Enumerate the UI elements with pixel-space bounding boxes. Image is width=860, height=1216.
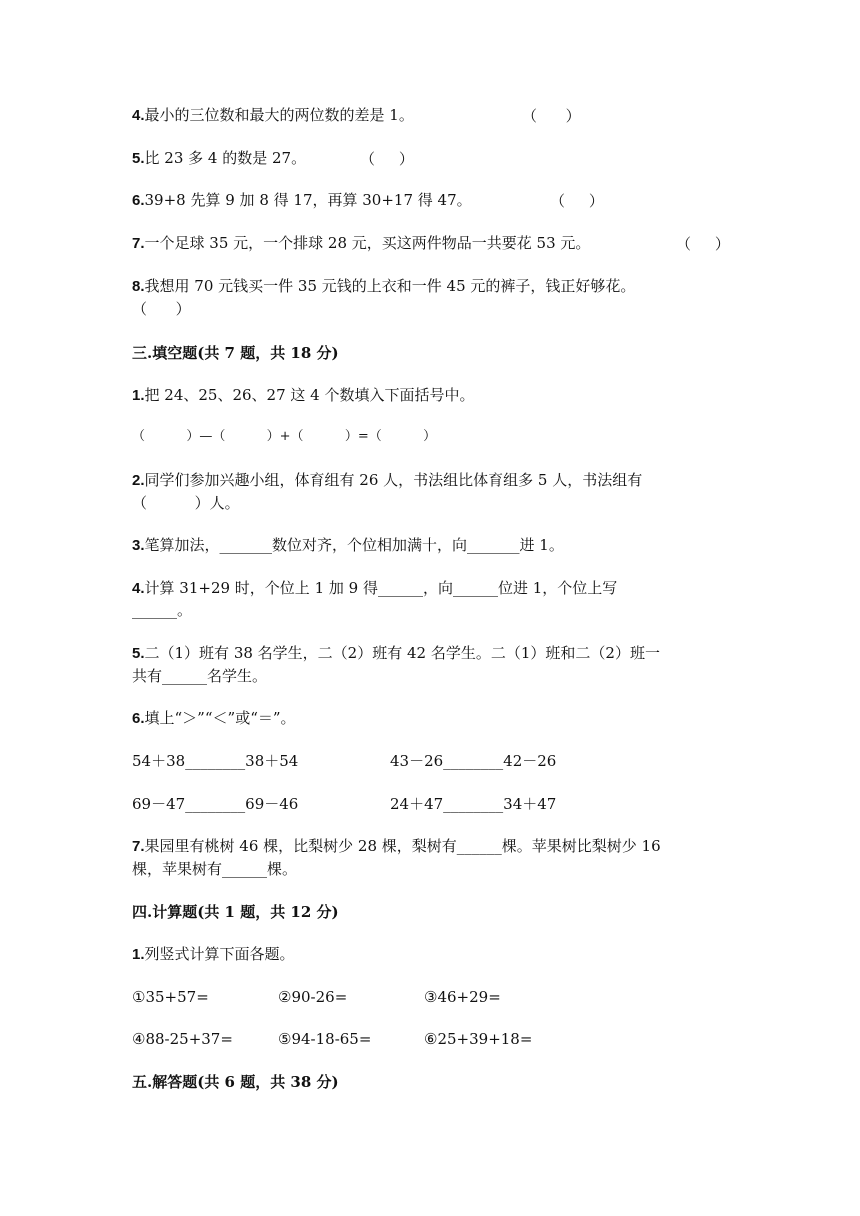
- question-number: 7.: [132, 235, 145, 252]
- fill-question-7: [132, 836, 661, 857]
- question-number: 4.: [132, 580, 145, 597]
- compare-item[interactable]: 69－47________69－46: [132, 795, 299, 813]
- question-number: 8.: [132, 278, 145, 295]
- answer-parentheses[interactable]: （ ）: [522, 107, 581, 125]
- question-number: 4.: [132, 107, 145, 124]
- question-text: 39+8 先算 9 加 8 得 17，再算 30+17 得 47。: [144, 191, 472, 209]
- question-number: 7.: [132, 838, 145, 855]
- question-text-line2[interactable]: （ ）人。: [132, 494, 240, 512]
- question-text: 比 23 多 4 的数是 27。: [144, 149, 307, 167]
- question-text: 我想用 70 元钱买一件 35 元钱的上衣和一件 45 元的裤子，钱正好够花。: [144, 277, 636, 295]
- question-number: 2.: [132, 472, 145, 489]
- question-number: 3.: [132, 537, 145, 554]
- calc-item: ④88-25+37=: [132, 1030, 233, 1048]
- fill-expression[interactable]: （ ）—（ ）+（ ）=（ ）: [132, 429, 437, 444]
- question-text-line2[interactable]: ______。: [132, 601, 193, 619]
- compare-item[interactable]: 54＋38________38＋54: [132, 752, 299, 770]
- fill-question-6: [132, 708, 296, 729]
- section-title: 四.计算题(共 1 题，共 12 分): [132, 903, 339, 921]
- answer-parentheses[interactable]: （ ）: [132, 300, 191, 318]
- question-text: 列竖式计算下面各题。: [144, 945, 295, 963]
- question-6: [132, 190, 472, 211]
- calc-item: ⑤94-18-65=: [278, 1030, 372, 1048]
- question-text-line2[interactable]: 共有______名学生。: [132, 667, 268, 685]
- question-4: [132, 105, 414, 126]
- calc-item: ①35+57=: [132, 988, 209, 1006]
- question-text: 同学们参加兴趣小组，体育组有 26 人，书法组比体育组多 5 人，书法组有: [144, 471, 643, 489]
- question-number: 1.: [132, 387, 145, 404]
- question-text: 最小的三位数和最大的两位数的差是 1。: [144, 106, 414, 124]
- calc-item: ②90-26=: [278, 988, 348, 1006]
- section-title: 五.解答题(共 6 题，共 38 分): [132, 1073, 339, 1091]
- question-number: 5.: [132, 150, 145, 167]
- question-text: 二（1）班有 38 名学生，二（2）班有 42 名学生。二（1）班和二（2）班一: [144, 644, 660, 662]
- question-number: 6.: [132, 710, 145, 727]
- question-5: [132, 148, 306, 169]
- question-number: 5.: [132, 645, 145, 662]
- question-number: 1.: [132, 946, 145, 963]
- compare-item[interactable]: 24＋47________34＋47: [390, 795, 557, 813]
- fill-question-3: [132, 535, 564, 556]
- answer-parentheses[interactable]: （ ）: [676, 235, 730, 253]
- fill-question-2: [132, 470, 642, 491]
- calc-item: ③46+29=: [424, 988, 501, 1006]
- question-8: [132, 276, 635, 297]
- answer-parentheses[interactable]: （ ）: [360, 150, 414, 168]
- question-text[interactable]: 笔算加法，_______数位对齐，个位相加满十，向_______进 1。: [144, 536, 564, 554]
- question-text-line2[interactable]: 棵，苹果树有______棵。: [132, 860, 298, 878]
- answer-parentheses[interactable]: （ ）: [550, 192, 604, 210]
- question-number: 6.: [132, 192, 145, 209]
- question-text[interactable]: 果园里有桃树 46 棵，比梨树少 28 棵，梨树有______棵。苹果树比梨树少 16: [144, 837, 661, 855]
- calc-question-1: [132, 944, 295, 965]
- section-title: 三.填空题(共 7 题，共 18 分): [132, 344, 339, 362]
- compare-item[interactable]: 43－26________42－26: [390, 752, 557, 770]
- fill-question-4: [132, 578, 617, 599]
- calc-item: ⑥25+39+18=: [424, 1030, 533, 1048]
- fill-question-5: [132, 643, 660, 664]
- question-text: 把 24、25、26、27 这 4 个数填入下面括号中。: [144, 386, 475, 404]
- fill-question-1: [132, 385, 474, 406]
- question-7: [132, 233, 590, 254]
- question-text: 一个足球 35 元，一个排球 28 元，买这两件物品一共要花 53 元。: [144, 234, 591, 252]
- question-text[interactable]: 计算 31+29 时，个位上 1 加 9 得______，向______位进 1，个位上写: [144, 579, 618, 597]
- question-text: 填上“＞”“＜”或“＝”。: [144, 709, 296, 727]
